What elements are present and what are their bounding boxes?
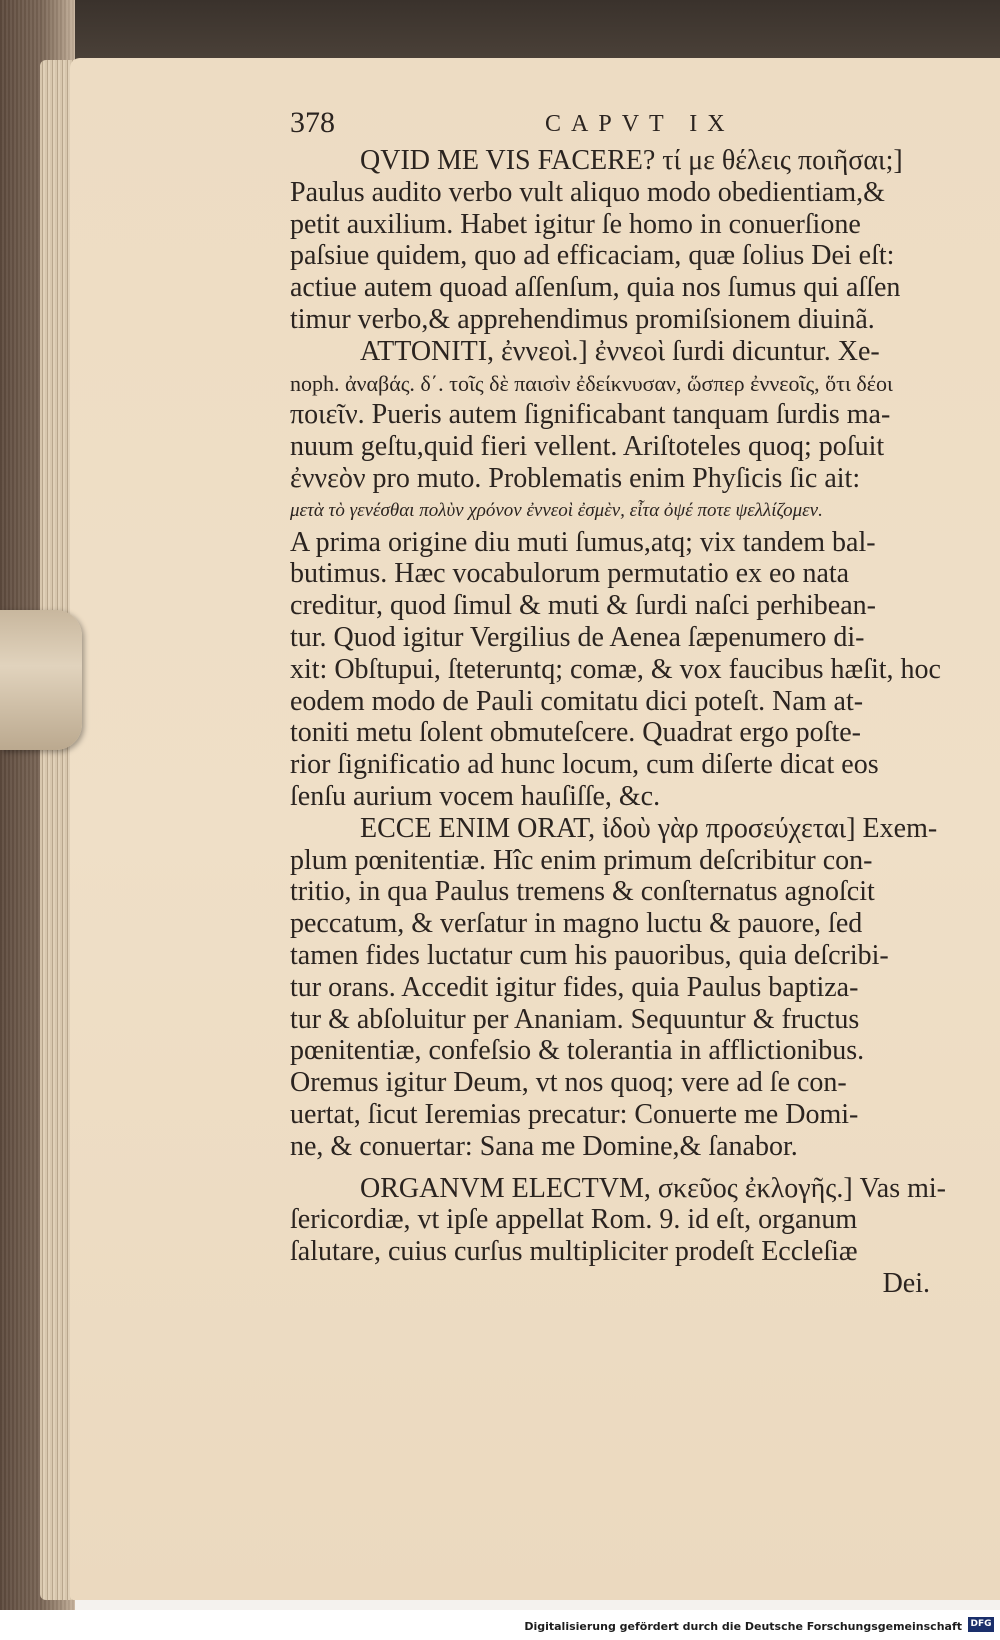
text-line: ſericordiæ, vt ipſe appellat Rom. 9. id eſt, organum	[290, 1204, 858, 1236]
digitization-footer	[0, 1610, 1000, 1640]
page-number: 378	[290, 106, 335, 139]
text-line: ſenſu aurium vocem hauſiſſe, &c.	[290, 780, 661, 812]
funding-credit: Digitalisierung gefördert durch die Deutsche Forschungsgemeinschaft	[524, 1620, 962, 1633]
text-line: ne, & conuertar: Sana me Domine,& ſanabor.	[290, 1130, 798, 1162]
text-line: uertat, ſicut Ieremias precatur: Conuerte me Domi-	[290, 1098, 859, 1130]
catchword: Dei.	[882, 1267, 930, 1299]
text-line: Paulus audito verbo vult aliquo modo obedientiam,&	[290, 176, 885, 208]
text-line: xit: Obſtupui, ſteteruntq; comæ, & vox faucibus hæſit, hoc	[290, 653, 941, 685]
text-line: timur verbo,& apprehendimus promiſsionem diuinã.	[290, 303, 875, 335]
text-line: ſalutare, cuius curſus multipliciter prodeſt Eccleſiæ	[290, 1236, 858, 1268]
text-line: tamen fides luctatur cum his pauoribus, quia deſcribi-	[290, 939, 889, 971]
text-line: creditur, quod ſimul & muti & ſurdi naſci perhibean-	[290, 590, 876, 622]
text-line: peccatum, & verſatur in magno luctu & pauore, ſed	[290, 908, 863, 940]
text-line: nuum geſtu,quid fieri vellent. Ariſtoteles quoq; poſuit	[290, 431, 885, 463]
text-line: QVID ME VIS FACERE? τί με θέλεις ποιῆσαι;]	[360, 145, 903, 176]
text-line: ATTONITI, ἐννεοὶ.] ἐννεοὶ ſurdi dicuntur. Xe-	[360, 335, 880, 367]
text-line: actiue autem quoad aſſenſum, quia nos ſumus qui aſſen	[290, 272, 901, 304]
page-clip	[0, 610, 82, 750]
text-line: ποιεῖν. Pueris autem ſignificabant tanquam ſurdis ma-	[290, 399, 891, 431]
text-line: μετὰ τὸ γενέσθαι πολὺν χρόνον ἐννεοὶ ἐσμὲν, εἶτα ὀψέ ποτε ψελλίζομεν.	[290, 499, 823, 521]
text-line: ORGANVM ELECTVM, σκεῦος ἐκλογῆς.] Vas mi-	[360, 1172, 946, 1204]
text-line: tur. Quod igitur Vergilius de Aenea ſæpenumero di-	[290, 621, 865, 653]
text-line: eodem modo de Pauli comitatu dici poteſt. Nam at-	[290, 685, 864, 717]
text-line: pœnitentiæ, confeſsio & tolerantia in afflictionibus.	[290, 1035, 865, 1067]
text-line: A prima origine diu muti ſumus,atq; vix tandem bal-	[290, 526, 876, 558]
page-header	[290, 105, 950, 145]
text-line: tur & abſoluitur per Ananiam. Sequuntur & fructus	[290, 1003, 860, 1035]
text-line: ECCE ENIM ORAT, ἰδοὺ γὰρ προσεύχεται] Exem-	[360, 812, 938, 844]
text-line: plum pœnitentiæ. Hîc enim primum deſcribitur con-	[290, 844, 873, 876]
text-line: paſsiue quidem, quo ad efficaciam, quæ ſolius Dei eſt:	[290, 240, 895, 272]
paragraph-organum-electum	[290, 1173, 950, 1268]
text-line: toniti metu ſolent obmuteſcere. Quadrat ergo poſte-	[290, 717, 861, 749]
text-line: noph. ἀναβάς. δ΄. τοῖς δὲ παισὶν ἐδείκνυσαν, ὥσπερ ἐννεοῖς, ὅτι δέοι	[290, 370, 893, 396]
text-line: petit auxilium. Habet igitur ſe homo in conuerſione	[290, 208, 861, 240]
text-line: ἐννεὸν pro muto. Problematis enim Phyſicis ſic ait:	[290, 462, 861, 494]
text-line: Oremus igitur Deum, vt nos quoq; vere ad ſe con-	[290, 1067, 847, 1099]
paragraph-attoniti	[290, 336, 950, 813]
text-line: tritio, in qua Paulus tremens & conſternatus agnoſcit	[290, 876, 875, 908]
dfg-logo: DFG	[968, 1617, 994, 1632]
text-line: rior ſignificatio ad hunc locum, cum diſerte dicat eos	[290, 749, 879, 781]
paragraph-ecce-enim-orat	[290, 813, 950, 1163]
running-head: CAPVT IX	[545, 111, 735, 137]
text-line: butimus. Hæc vocabulorum permutatio ex eo nata	[290, 558, 850, 590]
paragraph-quid-me-vis	[290, 145, 950, 336]
text-block	[290, 105, 950, 1300]
text-line: tur orans. Accedit igitur fides, quia Paulus baptiza-	[290, 971, 859, 1003]
